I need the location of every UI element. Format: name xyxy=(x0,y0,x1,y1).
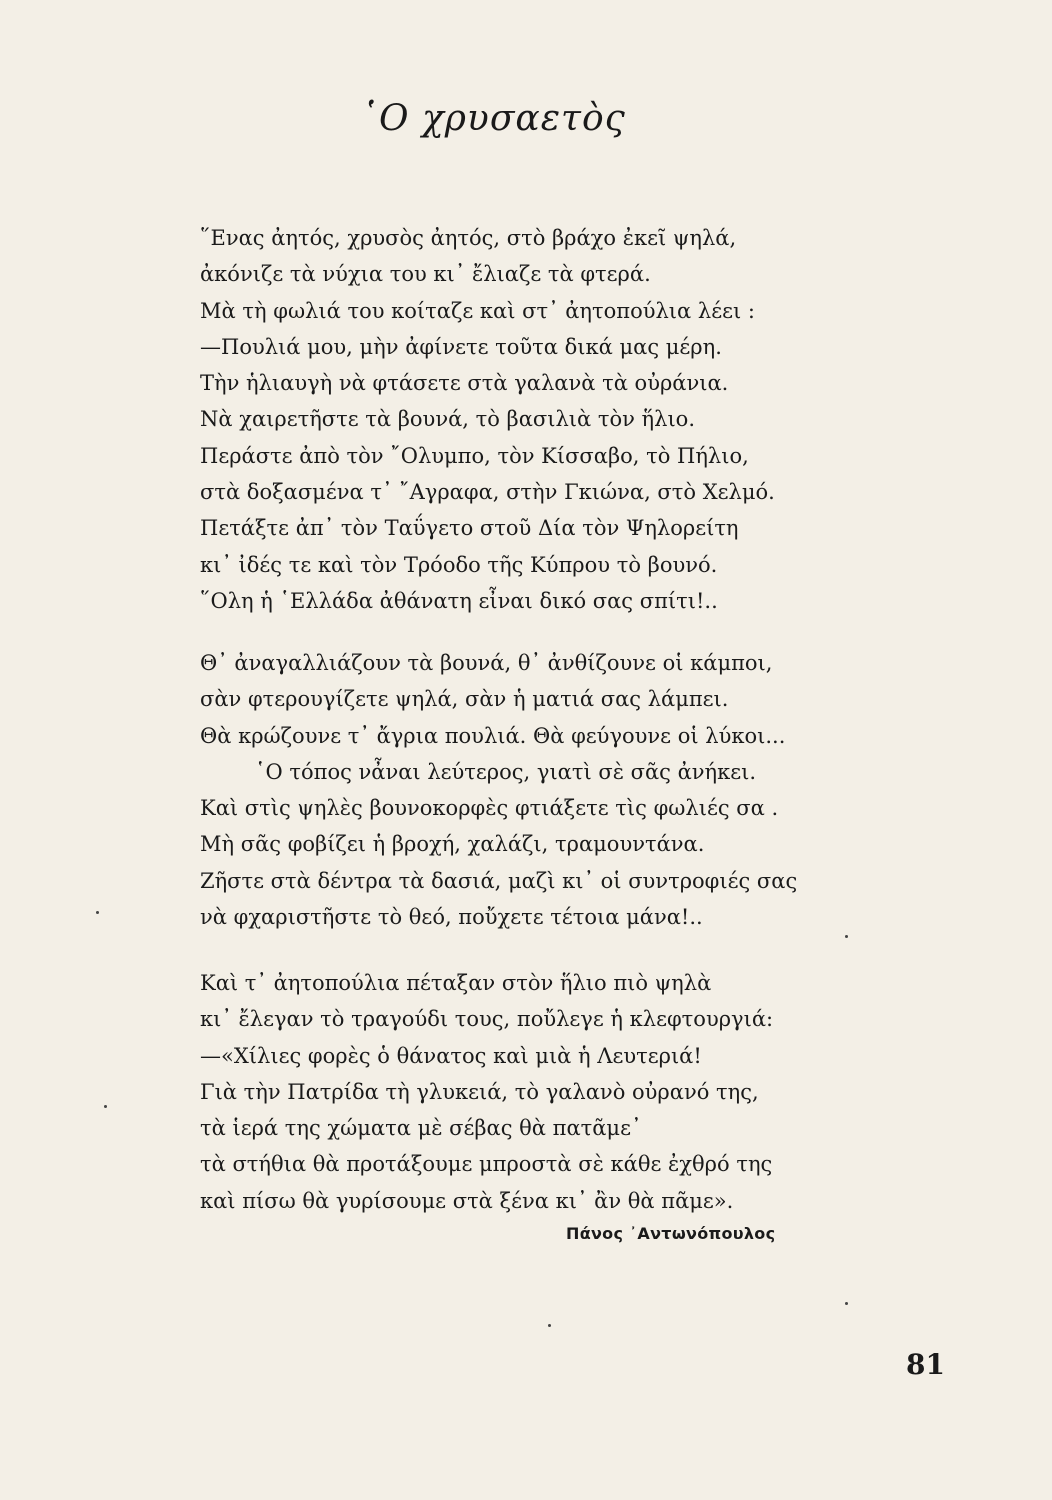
poem-line: —«Χίλιες φορὲς ὁ θάνατος καὶ μιὰ ἡ Λευτεριά! xyxy=(200,1043,702,1068)
poem-line: καὶ πίσω θὰ γυρίσουμε στὰ ξένα κι᾿ ἂν θὰ πᾶμε». xyxy=(200,1188,734,1213)
poem-title: ῾Ο χρυσαετὸς xyxy=(360,98,626,139)
poem-line: τὰ στήθια θὰ προτάξουμε μπροστὰ σὲ κάθε ἐχθρό της xyxy=(200,1152,773,1177)
poem-line: Γιὰ τὴν Πατρίδα τὴ γλυκειά, τὸ γαλανὸ οὐρανό της, xyxy=(200,1079,759,1104)
poem-line: Καὶ στὶς ψηλὲς βουνοκορφὲς φτιάξετε τὶς φωλιές σα . xyxy=(200,796,779,821)
print-speck xyxy=(845,1302,848,1305)
poem-line: Πετάξτε ἀπ᾿ τὸν Ταΰγετο στοῦ Δία τὸν Ψηλορείτη xyxy=(200,516,739,541)
poem-line: στὰ δοξασμένα τ᾿ ῎Αγραφα, στὴν Γκιώνα, στὸ Χελμό. xyxy=(200,480,775,505)
poem-line: Καὶ τ᾿ ἀητοπούλια πέταξαν στὸν ἥλιο πιὸ ψηλὰ xyxy=(200,971,712,995)
poem-line: Τὴν ἡλιαυγὴ νὰ φτάσετε στὰ γαλανὰ τὰ οὐράνια. xyxy=(200,371,729,396)
print-speck xyxy=(104,1105,107,1108)
stanza-3 xyxy=(200,965,810,1219)
stanza-1 xyxy=(200,220,810,619)
poem-line: Ζῆστε στὰ δέντρα τὰ δασιά, μαζὶ κι᾿ οἱ συντροφιές σας xyxy=(200,868,798,893)
print-speck xyxy=(845,935,848,938)
poem-line: Μὰ τὴ φωλιά του κοίταζε καὶ στ᾿ ἀητοπούλια λέει : xyxy=(200,298,755,323)
poem-line: Θὰ κρώζουνε τ᾿ ἄγρια πουλιά. Θὰ φεύγουνε οἱ λύκοι... xyxy=(200,723,786,748)
poem-line: Νὰ χαιρετῆστε τὰ βουνά, τὸ βασιλιὰ τὸν ἥλιο. xyxy=(200,407,695,432)
poem-line: —Πουλιά μου, μὴν ἀφίνετε τοῦτα δικά μας μέρη. xyxy=(200,334,722,359)
poem-line: νὰ φχαριστῆστε τὸ θεό, ποὔχετε τέτοια μάνα!.. xyxy=(200,905,703,930)
stanza-2 xyxy=(200,645,810,935)
poem-line: κι᾿ ἰδές τε καὶ τὸν Τρόοδο τῆς Κύπρου τὸ βουνό. xyxy=(200,552,718,577)
poem-line: κι᾿ ἔλεγαν τὸ τραγούδι τους, ποὔλεγε ἡ κλεφτουργιά: xyxy=(200,1007,774,1032)
print-speck xyxy=(96,911,99,914)
page-number: 81 xyxy=(906,1348,945,1381)
poem-line: ἀκόνιζε τὰ νύχια του κι᾿ ἔλιαζε τὰ φτερά. xyxy=(200,262,651,287)
poem-line: τὰ ἱερά της χώματα μὲ σέβας θὰ πατᾶμε᾿ xyxy=(200,1116,642,1141)
poem-line: ῾Ο τόπος νἆναι λεύτερος, γιατὶ σὲ σᾶς ἀνήκει. xyxy=(255,759,757,784)
poem-line: σὰν φτερουγίζετε ψηλά, σὰν ἡ ματιά σας λάμπει. xyxy=(200,687,729,712)
poem-line: Μὴ σᾶς φοβίζει ἡ βροχή, χαλάζι, τραμουντάνα. xyxy=(200,832,705,857)
poem-line: Θ᾿ ἀναγαλλιάζουν τὰ βουνά, θ᾿ ἀνθίζουνε οἱ κάμποι, xyxy=(200,651,773,675)
poem-line: ῞Ενας ἀητός, χρυσὸς ἀητός, στὸ βράχο ἐκεῖ ψηλά, xyxy=(200,226,737,250)
poem-line: Περάστε ἀπὸ τὸν ῎Ολυμπο, τὸν Κίσσαβο, τὸ Πήλιο, xyxy=(200,443,749,468)
poem-line: ῞Ολη ἡ ῾Ελλάδα ἀθάνατη εἶναι δικό σας σπίτι!.. xyxy=(200,588,718,613)
print-speck xyxy=(548,1324,551,1327)
author-signature: Πάνος ᾿Αντωνόπουλος xyxy=(566,1224,776,1243)
